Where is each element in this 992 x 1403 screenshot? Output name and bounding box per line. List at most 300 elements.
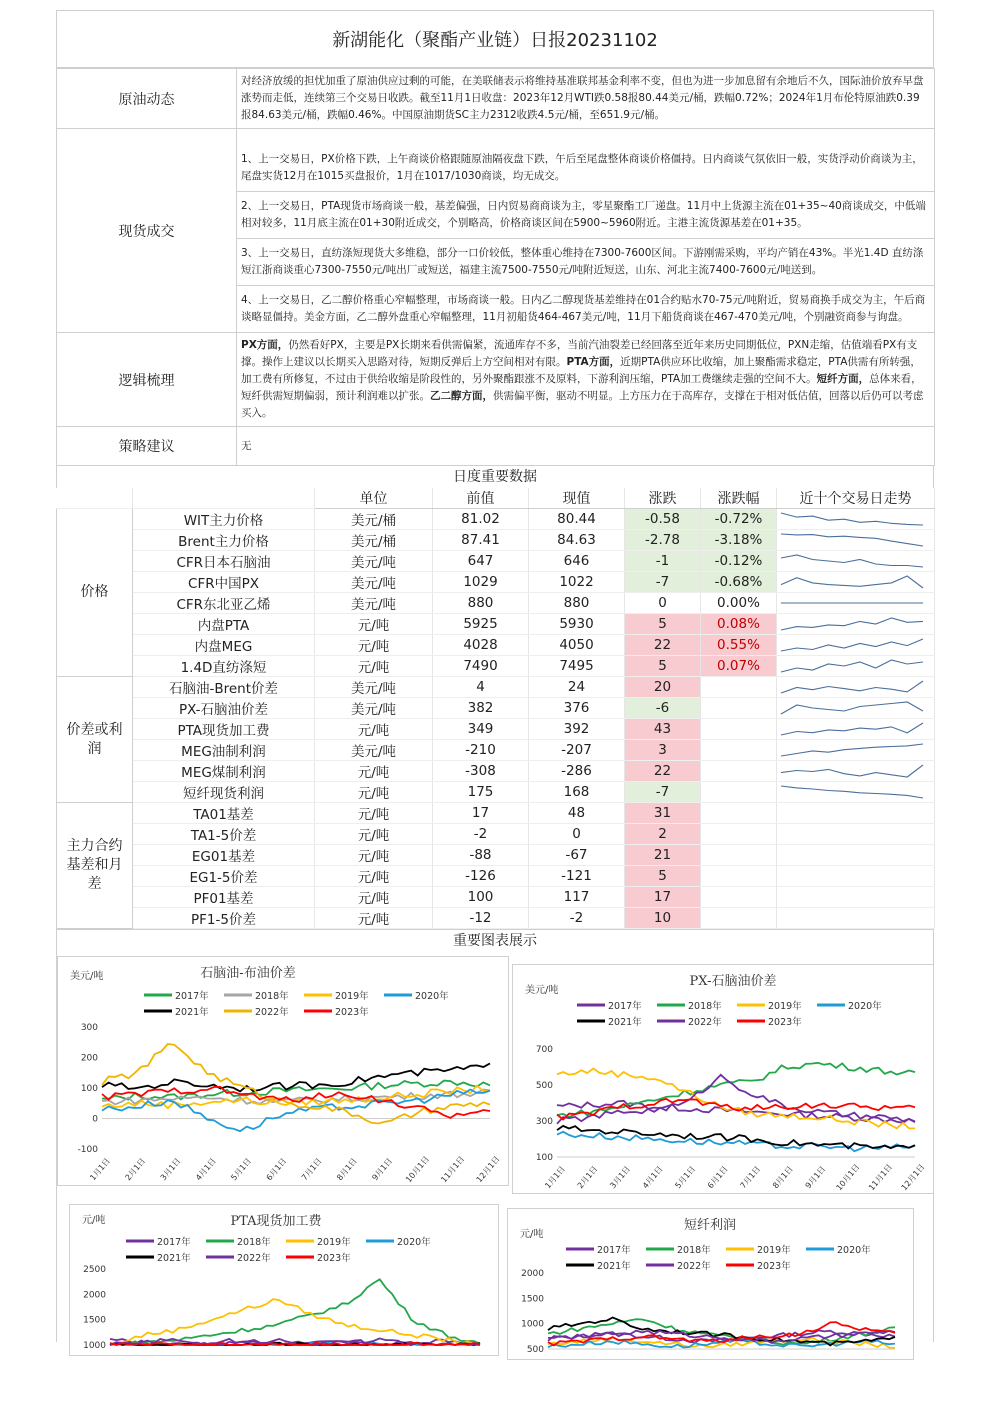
prev-value: 647: [433, 551, 529, 572]
current-value: 1022: [529, 572, 625, 593]
legend-label: 2023年: [768, 1017, 802, 1028]
daily-data-row: [57, 782, 935, 803]
x-tick-label: 12月1日: [474, 1154, 502, 1185]
current-value: -286: [529, 761, 625, 782]
trend-cell: [777, 530, 935, 551]
change-value: 3: [625, 740, 701, 761]
current-value: 84.63: [529, 530, 625, 551]
column-header: 涨跌: [625, 488, 701, 509]
section-paragraph: [237, 427, 935, 466]
legend-label: 2018年: [677, 1245, 711, 1256]
legend-label: 2019年: [757, 1245, 791, 1256]
daily-data-row: [57, 593, 935, 614]
commentary-row: [57, 427, 935, 466]
change-value: 0: [625, 593, 701, 614]
item-unit: 元/吨: [315, 908, 433, 929]
sparkline-path: [781, 765, 923, 777]
change-percent: -0.68%: [701, 572, 777, 593]
chart-title: 石脑油-布油价差: [200, 966, 296, 981]
x-tick-label: 2月1日: [123, 1156, 148, 1183]
text-run: 对经济放缓的担忧加重了原油供应过剩的可能，在美联储表示将维持基准联邦基金利率不变，但也为进一步加息留有余地后不久，国际油价放弃早盘涨势而走低，连续第三个交易日收跌。截至11月1日收盘：2023年12月WTI跌0.58报80.44美元/桶，跌幅0.72%；2024年1月布伦特原油跌0.39报84.63美元/桶，跌幅0.46%。中国原油期货SC主力2312收跌4.5元/桶，至651.9元/桶。: [241, 75, 924, 121]
item-name: Brent主力价格: [133, 530, 315, 551]
text-run: 1、上一交易日，PX价格下跌，上午商谈价格跟随原油隔夜盘下跌，午后至尾盘整体商谈价格僵持。日内商谈气氛依旧一般，实货浮动价商谈为主，尾盘实货12月在1015买盘报价，1月在1017/1030商谈，均无成交。: [241, 153, 923, 182]
section-label: 现货成交: [57, 129, 237, 333]
prev-value: 1029: [433, 572, 529, 593]
charts-title: 重要图表展示: [56, 929, 934, 952]
daily-header-row: [57, 488, 935, 509]
change-percent: [701, 845, 777, 866]
sparkline-path: [781, 513, 923, 525]
item-unit: 美元/桶: [315, 509, 433, 530]
item-unit: 元/吨: [315, 866, 433, 887]
trend-sparkline: [777, 678, 927, 696]
change-percent: [701, 782, 777, 803]
item-unit: 美元/吨: [315, 551, 433, 572]
current-value: 5930: [529, 614, 625, 635]
change-value: -2.78: [625, 530, 701, 551]
trend-cell: [777, 866, 935, 887]
change-value: 21: [625, 845, 701, 866]
x-tick-label: 9月1日: [370, 1156, 395, 1183]
column-header: 近十个交易日走势: [777, 488, 935, 509]
item-unit: 元/吨: [315, 782, 433, 803]
y-tick-label: 2000: [83, 1290, 106, 1301]
legend-label: 2017年: [608, 1001, 642, 1012]
text-run: 4、上一交易日，乙二醇价格重心窄幅整理，市场商谈一般。日内乙二醇现货基差维持在01合约贴水70-75元/吨附近，贸易商换手成交为主，午后商谈略显僵持。美金方面，乙二醇外盘重心窄幅整理，11月初船货464-467美元/吨，11月下船货商谈在467-470美元/吨，个别融资商参与询盘。: [241, 294, 926, 323]
y-axis-unit: 元/吨: [520, 1229, 544, 1240]
daily-data-table: [56, 488, 935, 929]
x-tick-label: 11月1日: [867, 1162, 895, 1193]
series-line: [557, 1132, 915, 1151]
legend-label: 2022年: [255, 1007, 289, 1018]
chart-title: PX-石脑油价差: [689, 974, 777, 989]
item-name: PF1-5价差: [133, 908, 315, 929]
section-paragraph: [237, 333, 935, 427]
y-tick-label: 700: [535, 1045, 553, 1055]
change-value: 22: [625, 761, 701, 782]
current-value: 880: [529, 593, 625, 614]
item-name: 短纤现货利润: [133, 782, 315, 803]
item-name: PX-石脑油价差: [133, 698, 315, 719]
trend-cell: [777, 845, 935, 866]
x-tick-label: 7月1日: [738, 1164, 763, 1191]
item-name: 内盘PTA: [133, 614, 315, 635]
legend-label: 2023年: [757, 1261, 791, 1272]
commentary-row: [57, 333, 935, 427]
y-tick-label: 500: [526, 1345, 544, 1355]
trend-cell: [777, 719, 935, 740]
current-value: 376: [529, 698, 625, 719]
legend-label: 2020年: [848, 1001, 882, 1012]
trend-cell: [777, 824, 935, 845]
trend-cell: [777, 677, 935, 698]
y-axis-unit: 元/吨: [82, 1215, 106, 1226]
prev-value: 5925: [433, 614, 529, 635]
header-blank: [133, 488, 315, 509]
sparkline-path: [781, 702, 923, 714]
item-name: MEG煤制利润: [133, 761, 315, 782]
item-name: 内盘MEG: [133, 635, 315, 656]
y-tick-label: 100: [80, 1084, 98, 1094]
report-page: [56, 10, 934, 1355]
prev-value: -12: [433, 908, 529, 929]
section-label: 原油动态: [57, 69, 237, 129]
prev-value: 382: [433, 698, 529, 719]
change-percent: -3.18%: [701, 530, 777, 551]
section-paragraph: [237, 286, 935, 333]
x-tick-label: 9月1日: [803, 1164, 828, 1191]
series-line: [557, 1126, 915, 1149]
group-label: 价差或利润: [57, 677, 133, 803]
current-value: -207: [529, 740, 625, 761]
legend-label: 2017年: [597, 1245, 631, 1256]
legend-label: 2020年: [397, 1237, 431, 1248]
trend-sparkline: [777, 762, 927, 780]
chart-pta-processing: [69, 1204, 499, 1356]
change-value: 10: [625, 908, 701, 929]
trend-sparkline: [777, 552, 927, 570]
trend-cell: [777, 782, 935, 803]
trend-cell: [777, 698, 935, 719]
item-unit: 美元/吨: [315, 740, 433, 761]
change-value: -7: [625, 572, 701, 593]
item-unit: 元/吨: [315, 887, 433, 908]
trend-cell: [777, 635, 935, 656]
prev-value: -308: [433, 761, 529, 782]
change-percent: 0.07%: [701, 656, 777, 677]
daily-data-row: [57, 530, 935, 551]
trend-cell: [777, 908, 935, 929]
item-name: PF01基差: [133, 887, 315, 908]
section-paragraph: [237, 192, 935, 239]
item-name: EG1-5价差: [133, 866, 315, 887]
x-tick-label: 2月1日: [575, 1164, 600, 1191]
column-header: 前值: [433, 488, 529, 509]
item-name: CFR东北亚乙烯: [133, 593, 315, 614]
change-percent: [701, 887, 777, 908]
y-tick-label: -100: [77, 1145, 98, 1155]
change-percent: [701, 866, 777, 887]
change-percent: [701, 908, 777, 929]
chart-title: PTA现货加工费: [230, 1214, 322, 1229]
sparkline-path: [781, 618, 923, 630]
legend-label: 2021年: [608, 1017, 642, 1028]
change-percent: [701, 803, 777, 824]
section-label: 逻辑梳理: [57, 333, 237, 427]
trend-cell: [777, 740, 935, 761]
current-value: 48: [529, 803, 625, 824]
group-label: 主力合约基差和月差: [57, 803, 133, 929]
current-value: 168: [529, 782, 625, 803]
legend-label: 2017年: [157, 1237, 191, 1248]
x-tick-label: 10月1日: [404, 1154, 432, 1185]
change-value: -6: [625, 698, 701, 719]
trend-sparkline: [777, 657, 927, 675]
sparkline-path: [781, 660, 923, 672]
change-percent: [701, 677, 777, 698]
current-value: 7495: [529, 656, 625, 677]
daily-data-row: [57, 656, 935, 677]
x-tick-label: 4月1日: [194, 1156, 218, 1183]
daily-data-row: [57, 887, 935, 908]
prev-value: 175: [433, 782, 529, 803]
change-percent: [701, 824, 777, 845]
daily-data-row: [57, 698, 935, 719]
section-paragraph: [237, 239, 935, 286]
current-value: 392: [529, 719, 625, 740]
prev-value: 880: [433, 593, 529, 614]
current-value: 4050: [529, 635, 625, 656]
series-line: [557, 1075, 915, 1124]
trend-cell: [777, 887, 935, 908]
item-name: CFR日本石脑油: [133, 551, 315, 572]
change-percent: [701, 698, 777, 719]
item-name: PTA现货加工费: [133, 719, 315, 740]
bold-text-run: PTA方面，: [566, 356, 621, 368]
change-percent: -0.12%: [701, 551, 777, 572]
item-unit: 元/吨: [315, 656, 433, 677]
item-unit: 元/吨: [315, 719, 433, 740]
column-header: 涨跌幅: [701, 488, 777, 509]
legend-label: 2018年: [688, 1001, 722, 1012]
legend-label: 2018年: [237, 1237, 271, 1248]
daily-data-row: [57, 845, 935, 866]
sparkline-path: [781, 723, 923, 735]
change-percent: -0.72%: [701, 509, 777, 530]
chart-px-naphtha: [512, 964, 934, 1194]
y-tick-label: 200: [80, 1053, 98, 1064]
item-name: MEG油制利润: [133, 740, 315, 761]
y-tick-label: 100: [535, 1153, 553, 1163]
y-tick-label: 300: [535, 1117, 553, 1127]
column-header: 现值: [529, 488, 625, 509]
daily-data-row: [57, 509, 935, 530]
item-name: 1.4D直纺涤短: [133, 656, 315, 677]
trend-cell: [777, 551, 935, 572]
change-value: 2: [625, 824, 701, 845]
prev-value: -126: [433, 866, 529, 887]
change-value: 31: [625, 803, 701, 824]
item-name: 石脑油-Brent价差: [133, 677, 315, 698]
prev-value: 100: [433, 887, 529, 908]
x-tick-label: 10月1日: [834, 1162, 862, 1193]
prev-value: 4: [433, 677, 529, 698]
current-value: 0: [529, 824, 625, 845]
change-percent: [701, 719, 777, 740]
trend-sparkline: [777, 594, 927, 612]
legend-label: 2021年: [157, 1253, 191, 1264]
item-unit: 美元/吨: [315, 698, 433, 719]
commentary-row: [57, 69, 935, 129]
trend-sparkline: [777, 573, 927, 591]
x-tick-label: 1月1日: [543, 1164, 567, 1191]
sparkline-path: [781, 555, 923, 567]
item-unit: 美元/吨: [315, 677, 433, 698]
trend-sparkline: [777, 699, 927, 717]
bold-text-run: PX方面，: [241, 339, 289, 351]
chart-title: 短纤利润: [683, 1218, 737, 1233]
daily-data-row: [57, 614, 935, 635]
prev-value: 17: [433, 803, 529, 824]
y-tick-label: 1000: [83, 1341, 106, 1351]
column-header: 单位: [315, 488, 433, 509]
legend-label: 2022年: [237, 1253, 271, 1264]
report-title: 新湖能化（聚酯产业链）日报20231102: [56, 10, 934, 68]
prev-value: 7490: [433, 656, 529, 677]
daily-data-row: [57, 635, 935, 656]
series-line: [110, 1299, 480, 1345]
daily-data-row: [57, 866, 935, 887]
x-tick-label: 6月1日: [705, 1164, 730, 1191]
y-tick-label: 500: [535, 1081, 553, 1091]
item-unit: 元/吨: [315, 824, 433, 845]
change-value: 5: [625, 866, 701, 887]
change-value: 43: [625, 719, 701, 740]
text-run: 近期PTA供应环比收缩，加上聚酯需求稳定，PTA供需有所转强，加工费有所修复，不过由于供给收缩是阶段性的，另外聚酯跟涨不及原料，下游利润压缩，PTA加工费继续走强的空间不大。: [241, 356, 921, 385]
item-name: TA1-5价差: [133, 824, 315, 845]
change-value: -7: [625, 782, 701, 803]
y-tick-label: 0: [92, 1114, 98, 1125]
y-tick-label: 300: [80, 1023, 98, 1033]
daily-data-row: [57, 761, 935, 782]
trend-cell: [777, 572, 935, 593]
item-name: CFR中国PX: [133, 572, 315, 593]
current-value: 24: [529, 677, 625, 698]
sparkline-path: [781, 786, 923, 798]
group-label: 价格: [57, 509, 133, 677]
bold-text-run: 短纤方面，: [816, 373, 870, 385]
trend-cell: [777, 803, 935, 824]
header-blank: [57, 488, 133, 509]
change-percent: 0.08%: [701, 614, 777, 635]
trend-sparkline: [777, 741, 927, 759]
x-tick-label: 4月1日: [640, 1164, 665, 1191]
section-label: 策略建议: [57, 427, 237, 466]
y-tick-label: 1500: [83, 1315, 106, 1326]
prev-value: 349: [433, 719, 529, 740]
x-tick-label: 3月1日: [608, 1164, 633, 1191]
bold-text-run: 乙二醇方面，: [430, 390, 493, 402]
text-run: 3、上一交易日，直纺涤短现货大多维稳，部分一口价较低，整体重心维持在7300-7600区间。下游刚需采购，平均产销在43%。半光1.4D 直纺涤短江浙商谈重心7300-7550元/吨出厂或短送，福建主流7500-7550元/吨附近短送，山东、河北主流7400-7600元/吨送到。: [241, 247, 924, 276]
commentary-table: [56, 68, 935, 466]
x-tick-label: 7月1日: [299, 1156, 324, 1183]
change-value: -0.58: [625, 509, 701, 530]
x-tick-label: 12月1日: [899, 1162, 927, 1193]
change-percent: 0.00%: [701, 593, 777, 614]
y-tick-label: 2500: [83, 1265, 106, 1275]
change-value: 17: [625, 887, 701, 908]
trend-sparkline: [777, 720, 927, 738]
y-tick-label: 2000: [521, 1269, 544, 1279]
current-value: -67: [529, 845, 625, 866]
section-paragraph: [237, 129, 935, 192]
legend-label: 2023年: [335, 1007, 369, 1018]
y-tick-label: 1500: [521, 1294, 544, 1305]
legend-label: 2018年: [255, 991, 289, 1002]
text-run: 供需偏平衡，驱动不明显。上方压力在于高库存，支撑在于相对低估值，回落以后仍可以考虑买入。: [241, 390, 924, 419]
x-tick-label: 6月1日: [264, 1156, 289, 1183]
legend-label: 2019年: [768, 1001, 802, 1012]
current-value: 80.44: [529, 509, 625, 530]
prev-value: 81.02: [433, 509, 529, 530]
commentary-row: [57, 129, 935, 192]
y-axis-unit: 美元/吨: [70, 971, 104, 982]
legend-label: 2022年: [688, 1017, 722, 1028]
item-name: TA01基差: [133, 803, 315, 824]
x-tick-label: 3月1日: [158, 1156, 183, 1183]
daily-data-row: [57, 551, 935, 572]
trend-cell: [777, 656, 935, 677]
prev-value: -2: [433, 824, 529, 845]
current-value: 646: [529, 551, 625, 572]
sparkline-path: [781, 576, 923, 588]
legend-label: 2021年: [597, 1261, 631, 1272]
sparkline-path: [781, 534, 923, 546]
trend-cell: [777, 593, 935, 614]
x-tick-label: 5月1日: [229, 1156, 254, 1183]
legend-label: 2021年: [175, 1007, 209, 1018]
item-name: WIT主力价格: [133, 509, 315, 530]
daily-data-row: [57, 677, 935, 698]
item-name: EG01基差: [133, 845, 315, 866]
daily-data-row: [57, 740, 935, 761]
chart-psf-profit: [507, 1208, 914, 1360]
x-tick-label: 8月1日: [771, 1164, 795, 1191]
item-unit: 美元/桶: [315, 530, 433, 551]
daily-data-title: 日度重要数据: [56, 466, 934, 488]
change-value: 5: [625, 656, 701, 677]
legend-label: 2020年: [837, 1245, 871, 1256]
legend-label: 2017年: [175, 991, 209, 1002]
current-value: -2: [529, 908, 625, 929]
y-tick-label: 1000: [521, 1319, 544, 1330]
change-percent: [701, 740, 777, 761]
text-run: 2、上一交易日，PTA现货市场商谈一般，基差偏强，日内贸易商商谈为主，零星聚酯工厂递盘。11月中上货源主流在01+35~40商谈成交，中低端相对较多，11月底主流在01+30附近成交，个别略高，价格商谈区间在5900~5960附近。主港主流货源基差在01+35。: [241, 200, 926, 229]
legend-label: 2022年: [677, 1261, 711, 1272]
legend-label: 2020年: [415, 991, 449, 1002]
change-percent: 0.55%: [701, 635, 777, 656]
text-run: 总体来看，短纤供需短期偏弱，预计利润难以扩张。: [241, 373, 922, 402]
change-percent: [701, 761, 777, 782]
change-value: -1: [625, 551, 701, 572]
daily-data-row: [57, 908, 935, 929]
item-unit: 元/吨: [315, 803, 433, 824]
daily-data-row: [57, 719, 935, 740]
item-unit: 美元/吨: [315, 593, 433, 614]
prev-value: -88: [433, 845, 529, 866]
x-tick-label: 11月1日: [439, 1154, 467, 1185]
trend-cell: [777, 509, 935, 530]
prev-value: 87.41: [433, 530, 529, 551]
prev-value: 4028: [433, 635, 529, 656]
trend-sparkline: [777, 636, 927, 654]
change-value: 22: [625, 635, 701, 656]
daily-data-row: [57, 572, 935, 593]
text-run: 仍然看好PX，主要是PX长期来看供需偏紧，流通库存不多，当前汽油裂差已经回落至近年来历史同期低位，PXN走缩，估值端看PX有支撑。操作上建议以长期买入思路对待，短期反弹后上方空间相对有限。: [241, 339, 918, 368]
charts-area: [56, 952, 934, 1355]
current-value: 117: [529, 887, 625, 908]
sparkline-path: [781, 744, 923, 756]
trend-sparkline: [777, 531, 927, 549]
series-line: [557, 1069, 915, 1129]
x-tick-label: 8月1日: [335, 1156, 359, 1183]
item-unit: 元/吨: [315, 635, 433, 656]
x-tick-label: 1月1日: [88, 1156, 112, 1183]
trend-sparkline: [777, 615, 927, 633]
sparkline-path: [781, 639, 923, 651]
text-run: 无: [241, 439, 252, 452]
item-unit: 元/吨: [315, 845, 433, 866]
